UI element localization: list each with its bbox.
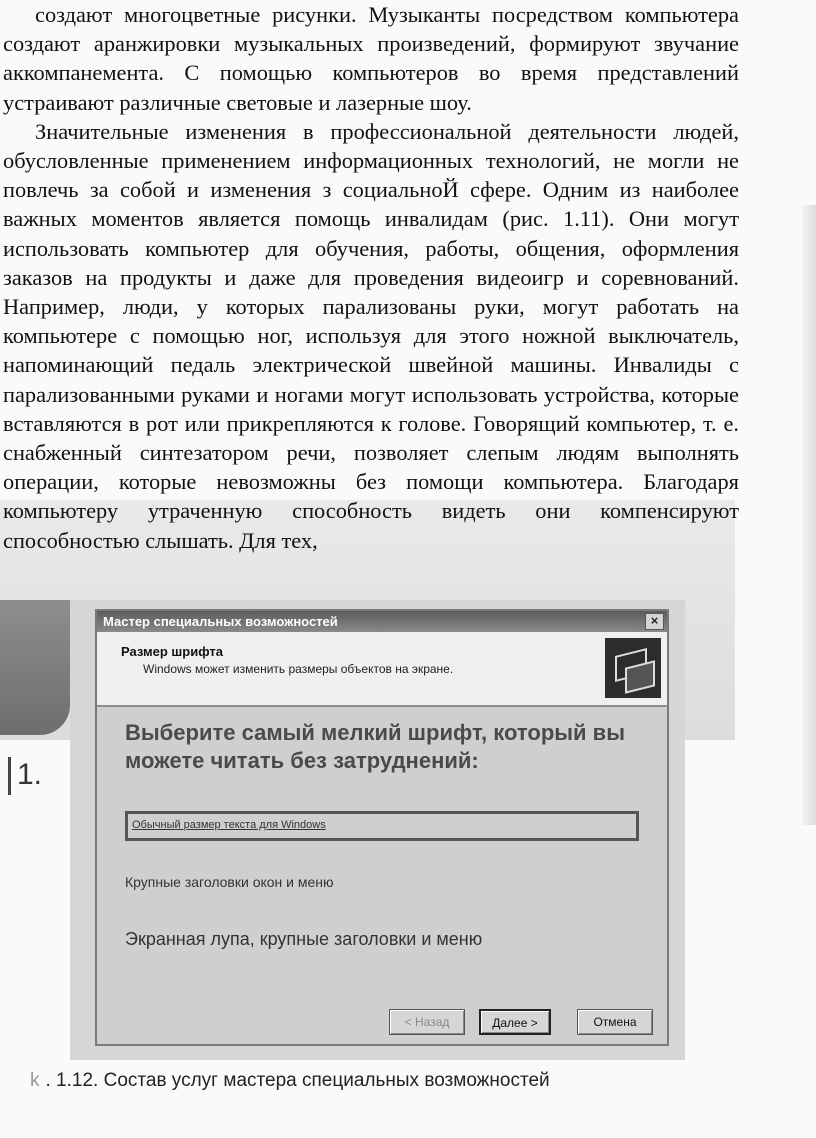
body-text: [3, 0, 739, 555]
caption-text: . 1.12. Состав услуг мастера специальных возможностей: [45, 1070, 550, 1091]
dialog-title: Мастер специальных возможностей: [103, 614, 338, 629]
option-magnifier[interactable]: Экранная лупа, крупные заголовки и меню: [125, 929, 483, 949]
background-device-photo: [0, 600, 70, 735]
accessibility-wizard-dialog: [95, 609, 669, 1046]
paragraph-2: Значительные изменения в профессиональной деятельности людей, обусловленные применением информационных технологий, не могли не повлечь за собой и изменения з социальноЙ сфере. Одним из наиболее важных моментов является помощь инвалидам (рис. 1.11). Они могут использовать компьютер для обучения, работы, общения, оформления заказов на продукты и даже для проведения видеоигр и соревнований. Например, люди, у которых парализованы руки, могут работать на компьютере с помощью ног, используя для этого ножной выключатель, напоминающий педаль электрической швейной машины. Инвалиды с парализованными руками и ногами могут использовать устройства, которые вставляются в рот или прикрепляются к голове. Говорящий компьютер, т. е. снабженный синтезатором речи, позволяет слепым людям выполнять операции, которые невозможны без помощи компьютера. Благодаря компьютеру утраченную способность видеть они компенсируют способностью слышать. Для тех,: [3, 118, 739, 553]
figure-1-11-number: 1.: [8, 757, 42, 795]
page-edge-shadow: [802, 205, 816, 825]
next-button[interactable]: Далее >: [479, 1009, 551, 1035]
figure-bar: [8, 757, 11, 795]
paragraph-1: создают многоцветные рисунки. Музыканты посредством компьютера создают аранжировки музыкальных произведений, формируют звучание аккомпанемента. С помощью компьютеров во время представлений устраивают различные световые и лазерные шоу.: [3, 2, 739, 115]
font-size-prompt: Выберите самый мелкий шрифт, который вы можете читать без затруднений:: [125, 720, 625, 773]
back-button[interactable]: < Назад: [389, 1009, 465, 1035]
option-large-titles[interactable]: Крупные заголовки окон и меню: [125, 874, 334, 890]
figure-caption: [30, 1070, 550, 1092]
cancel-button[interactable]: Отмена: [577, 1009, 653, 1035]
option-normal-text[interactable]: Обычный размер текста для Windows: [125, 811, 639, 841]
dialog-header: [97, 632, 667, 707]
dialog-titlebar: [97, 611, 667, 632]
caption-prefix: k: [30, 1070, 40, 1091]
accessibility-wizard-icon: [605, 638, 661, 698]
header-subtitle: Windows может изменить размеры объектов на экране.: [143, 662, 454, 676]
header-title: Размер шрифта: [121, 644, 223, 659]
close-button[interactable]: ×: [645, 613, 664, 630]
